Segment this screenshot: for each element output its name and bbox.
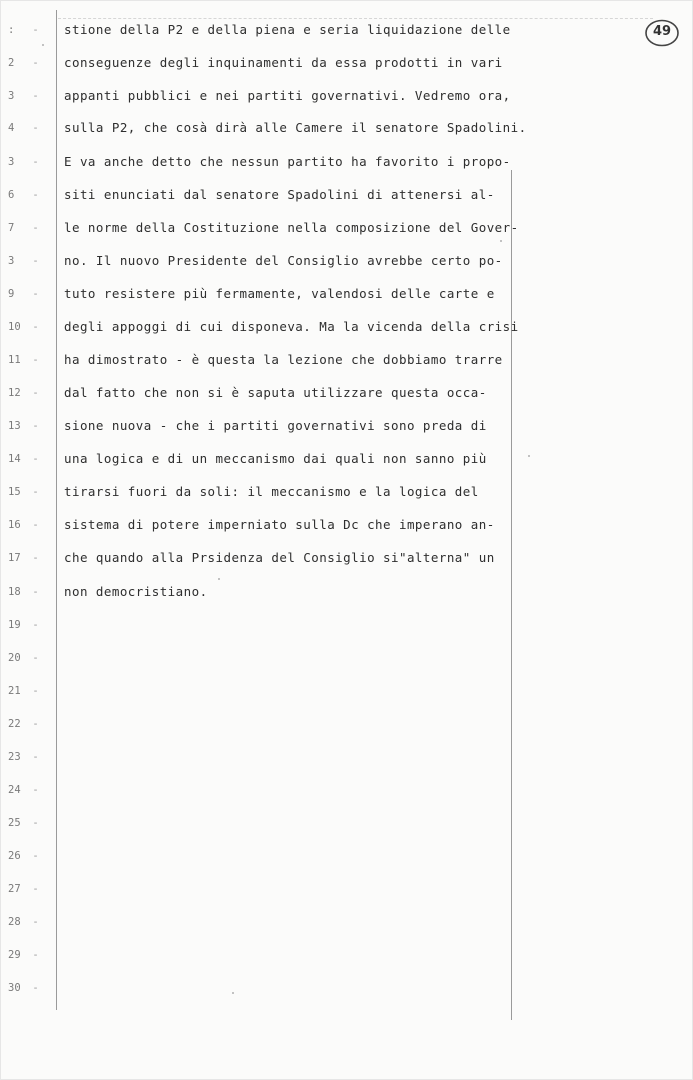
text-line: conseguenze degli inquinamenti da essa prodotti in vari	[64, 55, 503, 70]
right-margin-line	[511, 170, 512, 1020]
line-number: 3 -	[8, 255, 39, 267]
line-number: 11 -	[8, 354, 39, 366]
line-number: 4 -	[8, 122, 39, 134]
top-rule	[58, 18, 653, 19]
line-number: 10 -	[8, 321, 39, 333]
text-line: sulla P2, che cosà dirà alle Camere il senatore Spadolini.	[64, 120, 527, 135]
line-number: 9 -	[8, 288, 39, 300]
text-line: degli appoggi di cui disponeva. Ma la vicenda della crisi	[64, 319, 519, 334]
text-line: appanti pubblici e nei partiti governativi. Vedremo ora,	[64, 88, 511, 103]
page-number: 49	[652, 24, 672, 39]
line-number: 13 -	[8, 420, 39, 432]
line-number: 23 -	[8, 751, 39, 763]
line-number: 20 -	[8, 652, 39, 664]
text-line: ha dimostrato - è questa la lezione che dobbiamo trarre	[64, 352, 503, 367]
text-line: non democristiano.	[64, 584, 208, 599]
line-number: 19 -	[8, 619, 39, 631]
line-number: 24 -	[8, 784, 39, 796]
line-number: 25 -	[8, 817, 39, 829]
text-line: le norme della Costituzione nella composizione del Gover-	[64, 220, 519, 235]
text-line: stione della P2 e della piena e seria liquidazione delle	[64, 22, 511, 37]
line-number: 27 -	[8, 883, 39, 895]
line-number: 16 -	[8, 519, 39, 531]
text-line: una logica e di un meccanismo dai quali non sanno più	[64, 451, 487, 466]
text-line: sione nuova - che i partiti governativi sono preda di	[64, 418, 487, 433]
line-number: 29 -	[8, 949, 39, 961]
line-number: : -	[8, 24, 39, 36]
line-number: 12 -	[8, 387, 39, 399]
line-number: 7 -	[8, 222, 39, 234]
text-line: sistema di potere imperniato sulla Dc che imperano an-	[64, 517, 495, 532]
line-number: 30 -	[8, 982, 39, 994]
text-line: tirarsi fuori da soli: il meccanismo e la logica del	[64, 484, 479, 499]
page-number-mark	[644, 18, 680, 48]
line-number: 22 -	[8, 718, 39, 730]
text-line: dal fatto che non si è saputa utilizzare questa occa-	[64, 385, 487, 400]
line-number: 14 -	[8, 453, 39, 465]
line-number: 26 -	[8, 850, 39, 862]
text-line: E va anche detto che nessun partito ha favorito i propo-	[64, 154, 511, 169]
scan-speck	[528, 455, 530, 457]
scan-speck	[500, 240, 502, 242]
line-number: 21 -	[8, 685, 39, 697]
line-number: 15 -	[8, 486, 39, 498]
line-number: 3 -	[8, 90, 39, 102]
line-number: 3 -	[8, 156, 39, 168]
text-line: che quando alla Prsidenza del Consiglio si"alterna" un	[64, 550, 495, 565]
line-number: 18 -	[8, 586, 39, 598]
line-number: 6 -	[8, 189, 39, 201]
text-line: tuto resistere più fermamente, valendosi delle carte e	[64, 286, 495, 301]
line-number: 28 -	[8, 916, 39, 928]
scan-speck	[232, 992, 234, 994]
line-number: 17 -	[8, 552, 39, 564]
left-margin-line	[56, 10, 57, 1010]
scan-speck	[218, 578, 220, 580]
scan-speck	[42, 44, 44, 46]
text-line: no. Il nuovo Presidente del Consiglio avrebbe certo po-	[64, 253, 503, 268]
line-number: 2 -	[8, 57, 39, 69]
text-line: siti enunciati dal senatore Spadolini di attenersi al-	[64, 187, 495, 202]
